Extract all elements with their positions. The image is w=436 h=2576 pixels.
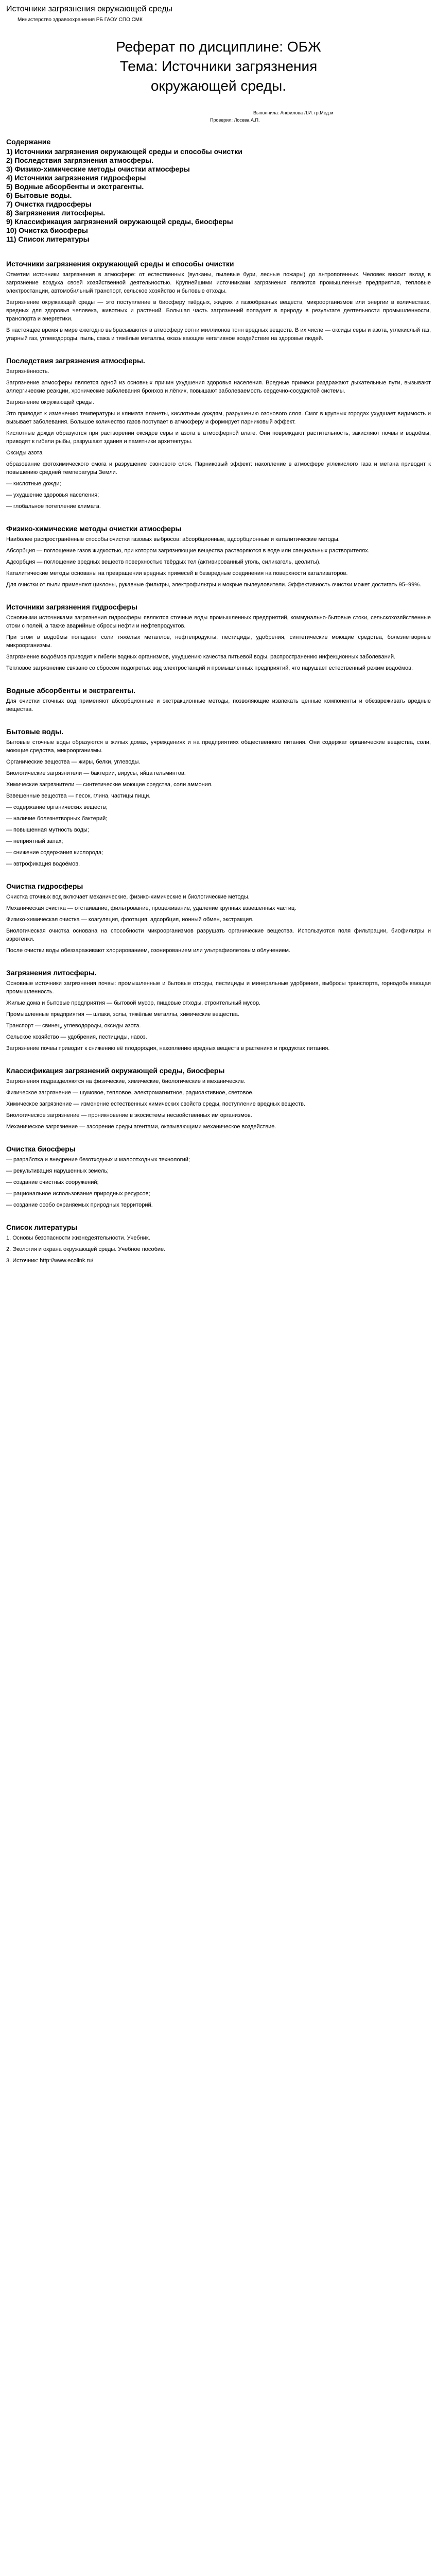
section-paragraph: Основными источниками загрязнения гидросферы являются сточные воды промышленных предприятий, коммунально-бытовые стоки, сельскохозяйственные стоки с полей, а также аварийные сбросы нефти и нефтепродуктов.	[6, 615, 431, 629]
author-block	[6, 109, 431, 124]
toc-item: 7) Очистка гидросферы	[6, 200, 92, 208]
section-paragraph: Биологические загрязнители — бактерии, вирусы, яйца гельминтов.	[6, 770, 186, 776]
section-paragraph: — неприятный запах;	[6, 838, 63, 844]
document-section	[6, 882, 431, 955]
section-paragraph: — эвтрофикация водоёмов.	[6, 861, 80, 867]
section-paragraph: 1. Основы безопасности жизнедеятельности. Учебник.	[6, 1235, 150, 1241]
checker-line: Проверил: Лосева А.П.	[210, 117, 260, 123]
section-paragraph: — создание особо охраняемых природных территорий.	[6, 1202, 153, 1208]
document-section	[6, 968, 431, 1053]
section-paragraph: Биологическая очистка основана на способности микроорганизмов разрушать органические вещества. Используются поля фильтрации, биофильтры и аэротенки.	[6, 928, 431, 942]
section-paragraph: Для очистки от пыли применяют циклоны, рукавные фильтры, электрофильтры и мокрые пылеуловители. Эффективность очистки может достигать 95–99%.	[6, 582, 422, 588]
section-paragraph: — наличие болезнетворных бактерий;	[6, 816, 108, 822]
ministry-line: Министерство здравоохранения РБ ГАОУ СПО СМК	[18, 17, 143, 23]
section-paragraph: — разработка и внедрение безотходных и малоотходных технологий;	[6, 1157, 190, 1163]
document-section	[6, 1066, 431, 1131]
section-paragraph: Это приводит к изменению температуры и климата планеты, кислотным дождям, разрушению озонового слоя. Смог в крупных городах ухудшает видимость и вызывает заболевания. Большое количество газов поступает в атмосферу и формирует парниковый эффект.	[6, 411, 431, 425]
page-title: Источники загрязнения окружающей среды	[6, 5, 173, 13]
section-paragraph: — повышенная мутность воды;	[6, 827, 89, 833]
section-paragraph: Химическое загрязнение — изменение естественных химических свойств среды, поступление вредных веществ.	[6, 1101, 305, 1107]
section-heading: Физико-химические методы очистки атмосферы	[6, 524, 182, 533]
document-body	[6, 259, 431, 1265]
section-heading: Очистка биосферы	[6, 1145, 76, 1153]
section-paragraph: Тепловое загрязнение связано со сбросом подогретых вод электростанций и промышленных предприятий, что нарушает естественный режим водоёмов.	[6, 665, 413, 671]
document-section	[6, 727, 431, 868]
section-paragraph: — ухудшение здоровья населения;	[6, 492, 99, 498]
section-paragraph: Биологическое загрязнение — проникновение в экосистемы несвойственных им организмов.	[6, 1112, 252, 1118]
title-line-3: окружающей среды.	[150, 78, 287, 94]
section-paragraph: Физическое загрязнение — шумовое, тепловое, электромагнитное, радиоактивное, световое.	[6, 1090, 254, 1096]
section-paragraph: В настоящее время в мире ежегодно выбрасываются в атмосферу сотни миллионов тонн вредных веществ. В их числе — оксиды серы и азота, углекислый газ, угарный газ, углеводороды, пыль, сажа и тяжёлые металлы, оказывающие негативное воздействие на здоровье людей.	[6, 327, 431, 342]
section-paragraph: Загрязнение окружающей среды.	[6, 399, 94, 405]
toc-item: 9) Классификация загрязнений окружающей среды, биосферы	[6, 217, 233, 226]
section-paragraph: Бытовые сточные воды образуются в жилых домах, учреждениях и на предприятиях общественного питания. Они содержат органические вещества, соли, моющие средства, микроорганизмы.	[6, 739, 431, 754]
section-paragraph: Транспорт — свинец, углеводороды, оксиды азота.	[6, 1023, 141, 1029]
section-paragraph: Промышленные предприятия — шлаки, золы, тяжёлые металлы, химические вещества.	[6, 1011, 239, 1018]
title-line-1: Реферат по дисциплине: ОБЖ	[116, 39, 321, 55]
section-paragraph: — создание очистных сооружений;	[6, 1179, 99, 1185]
document-section	[6, 524, 431, 589]
section-paragraph: Адсорбция — поглощение вредных веществ поверхностью твёрдых тел (активированный уголь, силикагель, цеолиты).	[6, 559, 321, 565]
section-heading: Классификация загрязнений окружающей среды, биосферы	[6, 1066, 225, 1075]
section-heading: Бытовые воды.	[6, 727, 64, 736]
section-paragraph: Основные источники загрязнения почвы: промышленные и бытовые отходы, пестициды и минеральные удобрения, выбросы транспорта, горнодобывающая промышленность.	[6, 980, 431, 995]
section-paragraph: Загрязнения подразделяются на физические, химические, биологические и механические.	[6, 1078, 246, 1084]
section-heading: Последствия загрязнения атмосферы.	[6, 357, 145, 365]
section-paragraph: — содержание органических веществ;	[6, 804, 108, 810]
toc-item: 11) Список литературы	[6, 235, 90, 243]
section-paragraph: Химические загрязнители — синтетические моющие средства, соли аммония.	[6, 782, 213, 788]
title-line-2: Тема: Источники загрязнения	[119, 58, 318, 74]
section-heading: Водные абсорбенты и экстрагенты.	[6, 686, 135, 694]
section-paragraph: Загрязнение атмосферы является одной из основных причин ухудшения здоровья населения. Вредные примеси раздражают дыхательные пути, вызывают аллергические реакции, хронические заболевания бронхов и лёгких, повышают заболеваемость сердечно-сосудистой системы.	[6, 380, 431, 394]
section-paragraph: Для очистки сточных вод применяют абсорбционные и экстракционные методы, позволяющие извлекать ценные компоненты и обезвреживать вредные вещества.	[6, 698, 431, 713]
toc-item: 10) Очистка биосферы	[6, 226, 88, 234]
section-paragraph: — глобальное потепление климата.	[6, 503, 101, 510]
section-paragraph: Механическая очистка — отстаивание, фильтрование, процеживание, удаление крупных взвешенных частиц.	[6, 905, 297, 911]
toc-item: 3) Физико-химические методы очистки атмосферы	[6, 165, 190, 173]
section-paragraph: Сельское хозяйство — удобрения, пестициды, навоз.	[6, 1034, 147, 1040]
section-paragraph: Взвешенные вещества — песок, глина, частицы пищи.	[6, 793, 151, 799]
document-section	[6, 602, 431, 672]
section-paragraph: При этом в водоёмы попадают соли тяжёлых металлов, нефтепродукты, пестициды, удобрения, синтетические моющие средства, болезнетворные микроорганизмы.	[6, 634, 431, 649]
document-section	[6, 1144, 431, 1209]
section-paragraph: Кислотные дожди образуются при растворении оксидов серы и азота в атмосферной влаге. Они повреждают растительность, закисляют почвы и водоёмы, приводят к гибели рыбы, разрушают здания и памятники архитектуры.	[6, 430, 431, 445]
section-paragraph: Физико-химическая очистка — коагуляция, флотация, адсорбция, ионный обмен, экстракция.	[6, 917, 254, 923]
document-section	[6, 356, 431, 511]
section-paragraph: Жилые дома и бытовые предприятия — бытовой мусор, пищевые отходы, строительный мусор.	[6, 1000, 261, 1006]
section-paragraph: Наиболее распространённые способы очистки газовых выбросов: абсорбционные, адсорбционные и каталитические методы.	[6, 536, 340, 543]
document-section	[6, 686, 431, 714]
section-heading: Источники загрязнения гидросферы	[6, 603, 138, 611]
section-paragraph: После очистки воды обеззараживают хлорированием, озонированием или ультрафиолетовым облучением.	[6, 947, 290, 954]
title-block	[6, 37, 431, 96]
section-paragraph: — рациональное использование природных ресурсов;	[6, 1191, 150, 1197]
section-heading: Список литературы	[6, 1223, 78, 1231]
toc-item: 2) Последствия загрязнения атмосферы.	[6, 156, 154, 164]
toc-item: 5) Водные абсорбенты и экстрагенты.	[6, 182, 144, 191]
section-paragraph: — снижение содержания кислорода;	[6, 850, 103, 856]
section-paragraph: — кислотные дожди;	[6, 481, 61, 487]
section-paragraph: Отметим источники загрязнения в атмосфере: от естественных (вулканы, пылевые бури, лесные пожары) до антропогенных. Человек вносит вклад в загрязнение воздуха своей хозяйственной деятельностью. Крупнейшими источниками загрязнения являются промышленные предприятия, тепловые электростанции, автомобильный транспорт, сельское хозяйство и бытовые отходы.	[6, 272, 431, 294]
toc-item: 4) Источники загрязнения гидросферы	[6, 174, 146, 182]
section-heading: Источники загрязнения окружающей среды и способы очистки	[6, 260, 234, 268]
section-heading: Загрязнения литосферы.	[6, 969, 97, 977]
section-paragraph: 3. Источник: http://www.ecolink.ru/	[6, 1258, 94, 1264]
document-section	[6, 1223, 431, 1265]
toc-heading: Содержание	[6, 138, 51, 146]
section-paragraph: Каталитические методы основаны на превращении вредных примесей в безвредные соединения на поверхности катализаторов.	[6, 570, 348, 577]
section-paragraph: Загрязнение окружающей среды — это поступление в биосферу твёрдых, жидких и газообразных веществ, микроорганизмов или энергии в количествах, вредных для здоровья человека, животных и растений. Большая часть загрязнений попадает в природу в результате деятельности промышленности, транспорта и энергетики.	[6, 299, 431, 322]
toc-list	[6, 147, 431, 244]
section-paragraph: Абсорбция — поглощение газов жидкостью, при котором загрязняющие вещества растворяются в воде или специальных растворителях.	[6, 548, 370, 554]
section-paragraph: образование фотохимического смога и разрушение озонового слоя. Парниковый эффект: накопление в атмосфере углекислого газа и метана приводит к повышению средней температуры Земли.	[6, 461, 431, 476]
section-paragraph: Оксиды азота	[6, 450, 43, 456]
section-paragraph: Загрязнение водоёмов приводит к гибели водных организмов, ухудшению качества питьевой воды, распространению инфекционных заболеваний.	[6, 654, 396, 660]
section-paragraph: Загрязнённость.	[6, 368, 49, 375]
toc-item: 8) Загрязнения литосферы.	[6, 209, 106, 217]
section-paragraph: Механическое загрязнение — засорение среды агентами, оказывающими механическое воздействие.	[6, 1124, 276, 1130]
document-section	[6, 259, 431, 343]
section-paragraph: Органические вещества — жиры, белки, углеводы.	[6, 759, 141, 765]
performer-line: Выполнила: Анфилова Л.И. гр.Мед.м	[253, 110, 334, 115]
section-paragraph: Очистка сточных вод включает механические, физико-химические и биологические методы.	[6, 894, 250, 900]
section-paragraph: 2. Экология и охрана окружающей среды. Учебное пособие.	[6, 1246, 166, 1252]
toc-item: 6) Бытовые воды.	[6, 191, 72, 199]
section-heading: Очистка гидросферы	[6, 882, 83, 890]
section-paragraph: Загрязнение почвы приводит к снижению её плодородия, накоплению вредных веществ в растениях и продуктах питания.	[6, 1045, 330, 1052]
toc-item: 1) Источники загрязнения окружающей среды и способы очистки	[6, 147, 242, 156]
section-paragraph: — рекультивация нарушенных земель;	[6, 1168, 109, 1174]
